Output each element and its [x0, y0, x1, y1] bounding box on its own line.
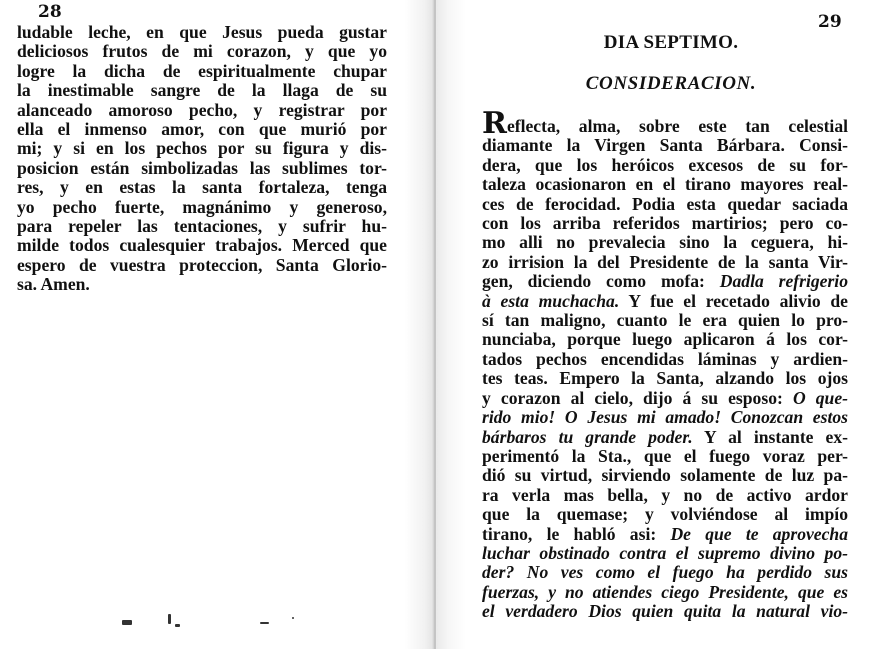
- text-line: [482, 311, 848, 330]
- text-run: nunciaba, porque luego aplicaron á los cor-: [482, 329, 848, 350]
- text-run: dera, que los heróicos excesos de su for-: [482, 154, 848, 175]
- text-line: logre la dicha de espiritualmente chupar: [17, 60, 387, 81]
- drop-cap: R: [482, 106, 507, 141]
- text-line: [482, 233, 848, 252]
- text-line: espero de vuestra proteccion, Santa Glorio-: [17, 254, 387, 275]
- italic-run: Dadla refrigerio: [719, 271, 848, 292]
- left-page: [0, 0, 434, 649]
- text-line: [482, 214, 848, 233]
- text-line: [482, 602, 848, 621]
- text-line: [482, 195, 848, 214]
- text-line: la inestimable sangre de la llaga de su: [17, 80, 387, 101]
- text-run: ra verla mas bella, y no de activo ardor: [482, 484, 848, 505]
- text-line: alanceado amoroso pecho, y registrar por: [17, 99, 387, 120]
- text-line: res, y en estas la santa fortaleza, tenga: [17, 177, 387, 198]
- text-line: [482, 369, 848, 388]
- text-line: [482, 292, 848, 311]
- text-line: ludable leche, en que Jesus pueda gustar: [17, 22, 387, 42]
- text-run: tes teas. Empero la Santa, alzando los ojos: [482, 368, 848, 389]
- text-run: ces de ferocidad. Podia esta quedar saciada: [482, 193, 848, 214]
- text-line: [482, 486, 848, 505]
- text-line: [482, 350, 848, 369]
- text-line: sa. Amen.: [17, 274, 90, 295]
- text-run: con los arriba referidos martirios; pero co-: [482, 213, 848, 234]
- text-line: mi; y si en los pechos por su figura y dis-: [17, 138, 387, 159]
- section-subtitle: CONSIDERACION.: [585, 73, 757, 94]
- italic-run: bárbaros tu grande poder.: [482, 426, 693, 447]
- italic-run: O que-: [792, 387, 849, 408]
- print-specks: [110, 612, 330, 637]
- text-line: [482, 136, 848, 155]
- text-run: y corazon al cielo, dijo á su esposo:: [482, 387, 793, 408]
- text-run: tados pechos encendidas láminas y ardien-: [482, 348, 848, 369]
- text-line: [482, 583, 848, 602]
- right-page: [436, 0, 886, 649]
- italic-run: à esta muchacha.: [482, 290, 620, 311]
- text-line: [482, 156, 848, 175]
- italic-run: luchar obstinado contra el supremo divino po-: [482, 542, 848, 563]
- italic-run: der? No ves como el fuego ha perdido sus: [482, 562, 848, 583]
- text-run: tirano, le habló asi:: [482, 523, 671, 544]
- text-line: ella el inmenso amor, con que murió por: [17, 119, 387, 140]
- text-run: Y fue el recetado alivio de: [619, 290, 848, 311]
- italic-run: De que te aprovecha: [670, 523, 848, 544]
- right-page-text: [482, 106, 849, 622]
- italic-run: el verdadero Dios quien quita la natural vio-: [482, 601, 848, 622]
- text-run: taleza ocasionaron en el tirano mayores real-: [482, 174, 848, 195]
- text-run: gen, diciendo como mofa:: [482, 271, 720, 292]
- text-line: [482, 106, 848, 141]
- text-run: Y al instante ex-: [692, 426, 848, 447]
- page-number-right: 29: [818, 12, 842, 32]
- text-line: para repeler las tentaciones, y sufrir hu-: [17, 216, 387, 237]
- page-number-left: 28: [38, 2, 62, 22]
- text-line: milde todos cualesquier trabajos. Merced que: [17, 235, 387, 256]
- text-run: perimentó la Sta., que el fuego voraz per-: [482, 445, 848, 466]
- text-run: sí tan maligno, cuanto le era quien lo pro-: [482, 310, 848, 331]
- text-line: [482, 408, 848, 427]
- text-line: [482, 447, 848, 466]
- text-line: [482, 466, 848, 485]
- italic-run: rido mio! O Jesus mi amado! Conozcan estos: [482, 407, 848, 428]
- text-line: [482, 253, 848, 272]
- text-run: diamante la Virgen Santa Bárbara. Consi-: [482, 135, 848, 156]
- text-line: [482, 525, 848, 544]
- text-line: [482, 563, 848, 582]
- chapter-title: DIA SEPTIMO.: [603, 32, 739, 53]
- text-line: [482, 428, 848, 447]
- text-run: mo alli no prevalecia sino la ceguera, hi-: [482, 232, 848, 253]
- text-line: [482, 175, 848, 194]
- text-line: [482, 389, 848, 408]
- text-line: [482, 330, 848, 349]
- text-run: que la quemase; y volviéndose al impío: [482, 504, 848, 525]
- text-run: eflecta, alma, sobre este tan celestial: [506, 116, 848, 136]
- text-line: [482, 505, 848, 524]
- text-line: [482, 544, 848, 563]
- text-line: posicion están simbolizadas las sublimes tor-: [17, 157, 387, 178]
- text-line: [482, 272, 848, 291]
- text-line: yo pecho fuerte, magnánimo y generoso,: [17, 196, 387, 217]
- text-run: zo irrision la del Presidente de la santa Vir-: [482, 251, 848, 272]
- italic-run: fuerzas, y no atiendes ciego Presidente, que es: [482, 581, 848, 602]
- left-page-text: [17, 23, 387, 295]
- text-line: deliciosos frutos de mi corazon, y que yo: [17, 41, 387, 62]
- text-run: dió su virtud, sirviendo solamente de luz pa-: [482, 465, 848, 486]
